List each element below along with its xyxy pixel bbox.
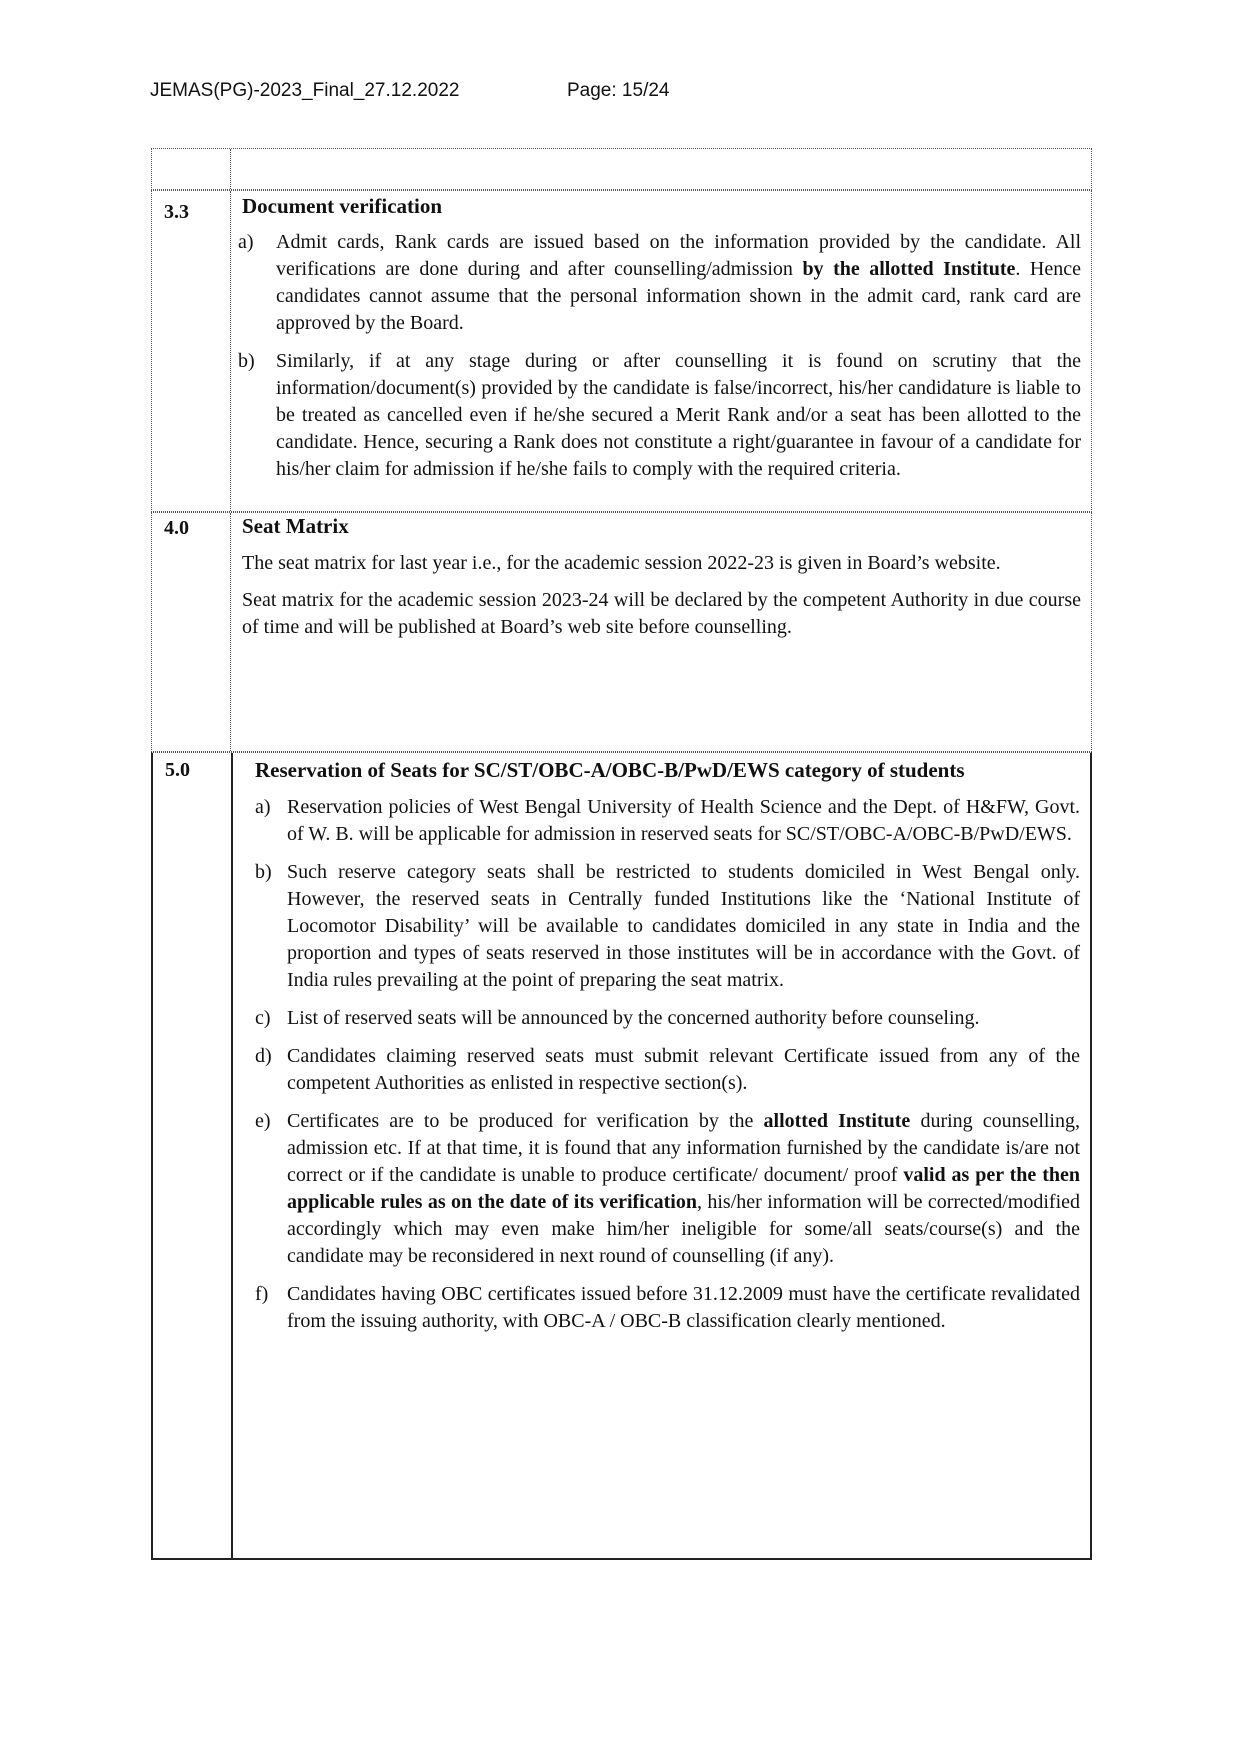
list-text: . Hence candidates cannot assume that the personal information shown in the admit card, rank card are approved by the Board.: [276, 258, 1082, 334]
list-item: [251, 1281, 1080, 1335]
list-text: Admit cards, Rank cards are issued based on the information provided by the candidate. All verifications are done during and after counselling/admission: [276, 231, 1081, 280]
section-number: 4.0: [164, 517, 189, 539]
list-label: e): [255, 1110, 271, 1132]
list-item: [251, 859, 1080, 994]
list-label: d): [255, 1045, 272, 1067]
list-item: [234, 348, 1081, 483]
list-item: [251, 1043, 1080, 1097]
paragraph: The seat matrix for last year i.e., for the academic session 2022-23 is given in Board’s website.: [242, 552, 1001, 574]
list-label: c): [255, 1007, 271, 1029]
list-text-bold: allotted Institute: [763, 1110, 911, 1132]
section-title: Document verification: [242, 194, 443, 218]
list-text: , his/her information will be corrected/modified accordingly which may even make him/her ineligible for some/all seats/course(s) and the candidate may be reconsidered in next round of counselling (if any).: [287, 1191, 1081, 1267]
section-number: 5.0: [165, 759, 190, 781]
list-item: [251, 794, 1080, 848]
section-content: [242, 513, 1081, 651]
section-number: 3.3: [164, 201, 189, 223]
page-header: [150, 80, 670, 102]
section-title: Seat Matrix: [242, 514, 349, 538]
section-title: Reservation of Seats for SC/ST/OBC-A/OBC-B/PwD/EWS category of students: [255, 758, 965, 782]
list-item: [251, 1108, 1080, 1270]
page-number: Page: 15/24: [567, 80, 670, 101]
document-id: JEMAS(PG)-2023_Final_27.12.2022: [150, 80, 460, 101]
list-text: Such reserve category seats shall be restricted to students domiciled in West Bengal only. However, the reserved seats in Centrally funded Institutions like the ‘National Institute of Locomotor Disability’ will be available to candidates domiciled in any state in India and the proportion and types of seats reserved in those institutes will be in accordance with the Govt. of India rules prevailing at the point of preparing the seat matrix.: [287, 861, 1080, 991]
list-text-bold: valid as per the then applicable rules as on the date of its verification: [287, 1164, 1081, 1213]
list-text: Similarly, if at any stage during or after counselling it is found on scrutiny that the information/document(s) provided by the candidate is false/incorrect, his/her candidature is liable to be treated as cancelled even if he/she secured a Merit Rank and/or a seat has been allotted to the candidate. Hence, securing a Rank does not constitute a right/guarantee in favour of a candidate for his/her claim for admission if he/she fails to comply with the required criteria.: [276, 350, 1081, 480]
list-label: b): [238, 350, 255, 372]
list-text: Reservation policies of West Bengal University of Health Science and the Dept. of H&FW, Govt. of W. B. will be applicable for admission in reserved seats for SC/ST/OBC-A/OBC-B/PwD/EWS.: [287, 796, 1080, 845]
paragraph: Seat matrix for the academic session 2023-24 will be declared by the competent Authority in due course of time and will be published at Board’s web site before counselling.: [242, 589, 1081, 638]
list-label: a): [255, 796, 271, 818]
section-content: [238, 193, 1082, 494]
list-item: [234, 229, 1081, 337]
list-text: Certificates are to be produced for verification by the: [287, 1110, 764, 1132]
list-label: b): [255, 861, 272, 883]
list-text: Candidates claiming reserved seats must submit relevant Certificate issued from any of the competent Authorities as enlisted in respective section(s).: [287, 1045, 1080, 1094]
list-text: List of reserved seats will be announced by the concerned authority before counseling.: [287, 1007, 980, 1029]
list-label: f): [255, 1283, 269, 1305]
section-5-0-row: [151, 752, 1092, 1560]
list-text-bold: by the allotted Institute: [802, 258, 1016, 280]
table-row-empty: [151, 148, 1092, 190]
section-4-0-row: [151, 512, 1092, 752]
list-text: Candidates having OBC certificates issued before 31.12.2009 must have the certificate revalidated from the issuing authority, with OBC-A / OBC-B classification clearly mentioned.: [287, 1283, 1080, 1332]
list-item: [251, 1005, 1080, 1032]
section-3-3-row: [151, 190, 1092, 512]
list-text: during counselling, admission etc. If at that time, it is found that any information furnished by the candidate is/are not correct or if the candidate is unable to produce certificate/ document/ proof: [287, 1110, 1080, 1186]
list-label: a): [238, 231, 254, 253]
section-content: [255, 757, 1080, 1346]
